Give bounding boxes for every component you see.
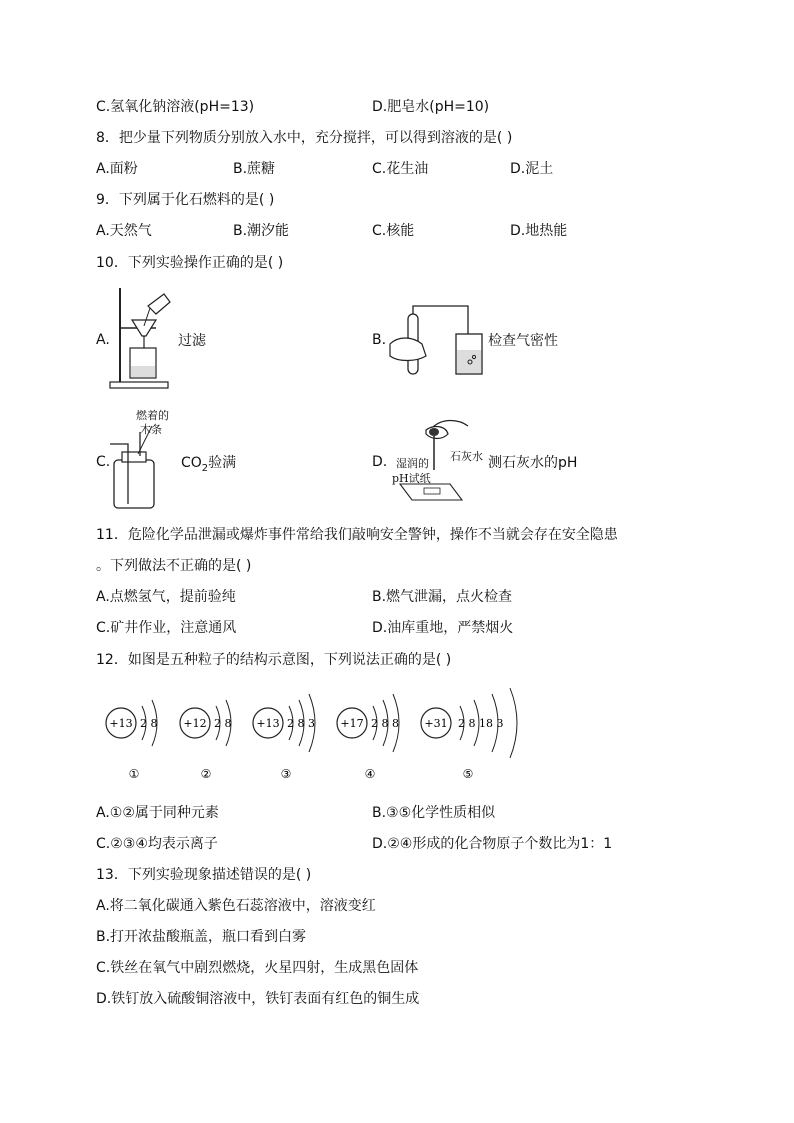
q12-option-d: D.②④形成的化合物原子个数比为1：1 [372, 836, 613, 852]
filtration-figure [106, 284, 172, 394]
q7-option-c: C.氢氧化钠溶液(pH=13) [96, 99, 255, 115]
q12-option-b: B.③⑤化学性质相似 [372, 805, 496, 821]
svg-text:①: ① [128, 767, 140, 780]
q10-label-b: B. [372, 332, 387, 348]
svg-text:2 8: 2 8 [140, 717, 158, 730]
svg-text:2 8 3: 2 8 3 [287, 717, 315, 730]
q10-fig-d-text2: pH试纸 [392, 472, 431, 485]
particle-2 [180, 700, 232, 780]
svg-text:+13: +13 [109, 717, 133, 730]
q10-caption-d: 测石灰水的pH [488, 455, 578, 471]
svg-text:②: ② [200, 767, 212, 780]
q10-fig-c-text2: 木条 [140, 423, 162, 436]
svg-text:+17: +17 [340, 717, 364, 730]
q11-stem-line1: 11．危险化学品泄漏或爆炸事件常给我们敲响安全警钟，操作不当就会存在安全隐患 [96, 527, 618, 543]
q7-option-d: D.肥皂水(pH=10) [372, 99, 490, 115]
q9-option-c: C.核能 [372, 223, 415, 239]
q8-option-b: B.蔗糖 [233, 161, 276, 177]
q10-fig-d-text1: 湿润的 [396, 457, 429, 470]
q12-option-c: C.②③④均表示离子 [96, 836, 218, 852]
svg-text:2 8: 2 8 [214, 717, 232, 730]
particle-1 [106, 700, 158, 780]
q8-option-a: A.面粉 [96, 161, 138, 177]
q10-label-c: C. [96, 454, 111, 470]
q10-stem: 10．下列实验操作正确的是( ) [96, 255, 284, 271]
q13-option-c: C.铁丝在氧气中剧烈燃烧，火星四射，生成黑色固体 [96, 960, 419, 976]
svg-text:③: ③ [280, 767, 292, 780]
svg-text:+31: +31 [424, 717, 448, 730]
q9-stem: 9．下列属于化石燃料的是( ) [96, 192, 275, 208]
q8-option-c: C.花生油 [372, 161, 429, 177]
q11-option-a: A.点燃氢气，提前验纯 [96, 589, 236, 605]
q10-fig-d-text3: 石灰水 [450, 450, 483, 463]
q11-option-b: B.燃气泄漏，点火检查 [372, 589, 513, 605]
q13-option-d: D.铁钉放入硫酸铜溶液中，铁钉表面有红色的铜生成 [96, 991, 420, 1007]
q10-label-d: D. [372, 454, 388, 470]
q10-label-a: A. [96, 332, 110, 348]
airtightness-figure [382, 300, 486, 382]
q11-option-d: D.油库重地，严禁烟火 [372, 620, 514, 636]
svg-text:⑤: ⑤ [462, 767, 474, 780]
svg-text:④: ④ [364, 767, 376, 780]
q10-caption-a: 过滤 [178, 333, 206, 349]
q9-option-d: D.地热能 [510, 223, 568, 239]
q13-stem: 13．下列实验现象描述错误的是( ) [96, 867, 312, 883]
q11-option-c: C.矿井作业，注意通风 [96, 620, 237, 636]
svg-text:2 8 8: 2 8 8 [371, 717, 399, 730]
gas-bottle-figure [106, 426, 166, 512]
q8-option-d: D.泥土 [510, 161, 554, 177]
particle-3 [253, 694, 315, 780]
particle-structure-diagram [100, 680, 530, 780]
q12-stem: 12．如图是五种粒子的结构示意图，下列说法正确的是( ) [96, 652, 452, 668]
q9-option-a: A.天然气 [96, 223, 152, 239]
q13-option-a: A.将二氧化碳通入紫色石蕊溶液中，溶液变红 [96, 898, 376, 914]
svg-text:+12: +12 [183, 717, 207, 730]
q10-fig-c-text1: 燃着的 [136, 409, 169, 422]
q10-caption-b: 检查气密性 [488, 333, 558, 349]
q12-option-a: A.①②属于同种元素 [96, 805, 219, 821]
q11-stem-line2: 。下列做法不正确的是( ) [96, 558, 252, 574]
q9-option-b: B.潮汐能 [233, 223, 290, 239]
svg-text:+13: +13 [256, 717, 280, 730]
svg-text:2 8 18 3: 2 8 18 3 [458, 717, 504, 730]
particle-5 [421, 688, 517, 780]
q10-caption-c: $CO_2$验满 [181, 455, 237, 474]
q13-option-b: B.打开浓盐酸瓶盖，瓶口看到白雾 [96, 929, 307, 945]
particle-4 [337, 694, 399, 780]
q8-stem: 8．把少量下列物质分别放入水中，充分搅拌，可以得到溶液的是( ) [96, 130, 513, 146]
